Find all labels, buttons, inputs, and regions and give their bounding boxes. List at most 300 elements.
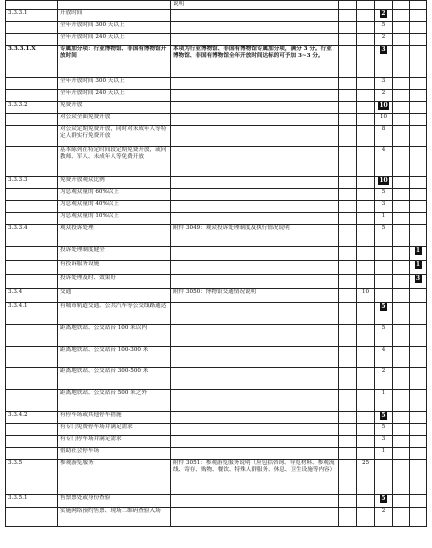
cell-c [375, 390, 393, 412]
cell-e [410, 368, 427, 390]
table-row [6, 46, 427, 78]
cell-d [393, 102, 410, 114]
cell-d [393, 22, 410, 34]
cell-item [58, 114, 171, 126]
cell-c [375, 289, 393, 303]
cell-note [171, 508, 339, 527]
table-row [6, 325, 427, 347]
cell-d [393, 261, 410, 275]
cell-b [357, 201, 375, 213]
cell-c [375, 424, 393, 436]
cell-a [339, 390, 357, 412]
table-row [6, 34, 427, 46]
cell-b [357, 78, 375, 90]
cell-code [6, 508, 58, 527]
cell-c [375, 448, 393, 460]
table-row [6, 289, 427, 303]
cell-e [410, 46, 427, 78]
cell-d [393, 201, 410, 213]
cell-text: 8 [381, 126, 386, 132]
cell-item [58, 448, 171, 460]
cell-c [375, 225, 393, 247]
cell-c [375, 189, 393, 201]
cell-c [375, 126, 393, 147]
cell-code [6, 460, 58, 495]
cell-a [339, 78, 357, 90]
cell-e [410, 436, 427, 448]
cell-a [339, 126, 357, 147]
cell-a [339, 508, 357, 527]
cell-note [171, 90, 339, 102]
cell-d [393, 347, 410, 368]
cell-note [171, 460, 339, 495]
cell-b [357, 325, 375, 347]
cell-item [58, 368, 171, 390]
score-mark: 3 [415, 275, 421, 282]
cell-text: 实施网络预约售票、现场二维码查验入场 [60, 508, 161, 514]
cell-d [393, 34, 410, 46]
cell-code [6, 368, 58, 390]
cell-d [393, 213, 410, 225]
cell-a [339, 325, 357, 347]
cell-item [58, 325, 171, 347]
cell-text: 5 [381, 22, 386, 28]
table-row [6, 448, 427, 460]
cell-c [375, 114, 393, 126]
cell-code [6, 189, 58, 201]
cell-item [58, 289, 171, 303]
cell-note [171, 22, 339, 34]
cell-item [58, 275, 171, 289]
cell-e [410, 201, 427, 213]
cell-text: 3.3.3.4 [8, 225, 28, 231]
table-row [6, 303, 427, 325]
table-row [6, 126, 427, 147]
cell-text: 距离地铁站、公交站台 100-300 米 [60, 347, 149, 353]
cell-code [6, 225, 58, 247]
cell-b [357, 114, 375, 126]
cell-d [393, 147, 410, 177]
score-mark: 2 [381, 10, 386, 17]
cell-item [58, 412, 171, 424]
cell-text: 交通 [60, 289, 72, 295]
cell-text: 有专门停车场并满足需求 [60, 436, 122, 442]
cell-code [6, 275, 58, 289]
cell-item [58, 303, 171, 325]
cell-e [410, 90, 427, 102]
score-mark: 10 [379, 177, 388, 184]
cell-text: 有城市轨道交通、公共汽车等公交线路通达 [60, 303, 167, 309]
cell-c [375, 347, 393, 368]
cell-text: 本项为行业博物馆、非国有博物馆专属加分项，满分 3 分。行业博物馆、非国有博物馆全年开放时间达标的可予加 3~3 分。 [173, 46, 332, 59]
cell-c [375, 90, 393, 102]
cell-b [357, 102, 375, 114]
cell-text: 距离地铁站、公交站台 300-500 米 [60, 368, 149, 374]
cell-code [6, 325, 58, 347]
cell-b [357, 303, 375, 325]
cell-a [339, 289, 357, 303]
cell-note [171, 412, 339, 424]
score-mark: 1 [415, 261, 421, 268]
cell-a [339, 368, 357, 390]
table-row [6, 275, 427, 289]
cell-a [339, 213, 357, 225]
table-row [6, 10, 427, 22]
cell-item [58, 508, 171, 527]
table-row [6, 460, 427, 495]
cell-note [171, 102, 339, 114]
table-row [6, 424, 427, 436]
cell-note [171, 247, 339, 261]
cell-c [375, 247, 393, 261]
cell-text: 5 [381, 189, 386, 195]
cell-note [171, 275, 339, 289]
cell-c [375, 460, 393, 495]
cell-e [410, 412, 427, 424]
cell-note [171, 436, 339, 448]
cell-c [375, 201, 393, 213]
cell-code [6, 177, 58, 189]
cell-item [58, 213, 171, 225]
cell-item [58, 495, 171, 508]
cell-note [171, 261, 339, 275]
cell-b [357, 460, 375, 495]
cell-item [58, 126, 171, 147]
cell-c [375, 78, 393, 90]
cell-c [375, 1, 393, 10]
cell-e [410, 78, 427, 90]
cell-e [410, 102, 427, 114]
cell-code [6, 347, 58, 368]
cell-text: 全年开放时间 240 天以上 [60, 90, 125, 96]
cell-d [393, 289, 410, 303]
cell-a [339, 424, 357, 436]
cell-note [171, 325, 339, 347]
table-row [6, 390, 427, 412]
table-row [6, 436, 427, 448]
score-mark: 5 [381, 303, 386, 310]
cell-code [6, 34, 58, 46]
cell-b [357, 368, 375, 390]
cell-note [171, 390, 339, 412]
cell-c [375, 275, 393, 289]
cell-text: 3.3.3.1.X [8, 46, 36, 52]
cell-code [6, 412, 58, 424]
cell-text: 3.3.4 [8, 289, 23, 295]
cell-text: 1 [381, 390, 386, 396]
cell-a [339, 1, 357, 10]
cell-text: 3.3.4.2 [8, 412, 28, 418]
cell-text: 免费开放观众比例 [60, 177, 105, 183]
cell-code [6, 78, 58, 90]
cell-item [58, 34, 171, 46]
cell-text: 免费开放 [60, 102, 83, 108]
cell-c [375, 46, 393, 78]
cell-note [171, 1, 339, 10]
cell-item [58, 90, 171, 102]
cell-d [393, 90, 410, 102]
cell-b [357, 508, 375, 527]
cell-text: 有停车场或其他停车措施 [60, 412, 122, 418]
table-row [6, 177, 427, 189]
cell-c [375, 147, 393, 177]
cell-d [393, 247, 410, 261]
cell-e [410, 448, 427, 460]
cell-code [6, 90, 58, 102]
score-mark: 5 [381, 412, 386, 419]
cell-code [6, 213, 58, 225]
cell-a [339, 46, 357, 78]
cell-b [357, 412, 375, 424]
cell-a [339, 247, 357, 261]
cell-b [357, 177, 375, 189]
cell-a [339, 412, 357, 424]
cell-text: 为总观众量的 40%以上 [60, 201, 119, 207]
cell-note [171, 114, 339, 126]
cell-a [339, 34, 357, 46]
cell-d [393, 368, 410, 390]
cell-d [393, 78, 410, 90]
cell-b [357, 247, 375, 261]
cell-note [171, 289, 339, 303]
cell-text: 投诉处理及时、效果好 [60, 275, 116, 281]
cell-text: 10 [361, 289, 370, 295]
scoring-table [5, 0, 427, 527]
cell-item [58, 22, 171, 34]
table-row [6, 213, 427, 225]
cell-code [6, 261, 58, 275]
cell-text: 3 [381, 436, 386, 442]
table-body [6, 1, 427, 527]
cell-text: 全年开放时间 300 天以上 [60, 78, 125, 84]
cell-c [375, 102, 393, 114]
table-row [6, 1, 427, 10]
cell-e [410, 147, 427, 177]
cell-c [375, 22, 393, 34]
cell-a [339, 436, 357, 448]
table-row [6, 261, 427, 275]
cell-item [58, 78, 171, 90]
table-row [6, 368, 427, 390]
cell-b [357, 225, 375, 247]
cell-c [375, 213, 393, 225]
cell-text: 对公众定期免费开放，同时对未成年人等特定人群实行免费开放 [60, 126, 167, 139]
cell-d [393, 508, 410, 527]
cell-c [375, 436, 393, 448]
cell-b [357, 10, 375, 22]
cell-note [171, 10, 339, 22]
cell-code [6, 10, 58, 22]
table-row [6, 247, 427, 261]
cell-text: 附件 3050：博物馆交通情况说明 [173, 289, 257, 295]
cell-b [357, 436, 375, 448]
cell-e [410, 22, 427, 34]
cell-e [410, 289, 427, 303]
cell-note [171, 78, 339, 90]
cell-note [171, 303, 339, 325]
cell-a [339, 114, 357, 126]
cell-d [393, 390, 410, 412]
cell-e [410, 225, 427, 247]
cell-code [6, 436, 58, 448]
cell-a [339, 225, 357, 247]
cell-d [393, 275, 410, 289]
cell-text: 2 [381, 508, 386, 514]
cell-c [375, 261, 393, 275]
cell-d [393, 436, 410, 448]
cell-code [6, 102, 58, 114]
cell-b [357, 1, 375, 10]
cell-item [58, 102, 171, 114]
cell-a [339, 495, 357, 508]
cell-d [393, 189, 410, 201]
table-row [6, 508, 427, 527]
cell-text: 附件 3051：参观游览服务说明（应包括咨询、导览材料、参观流线、寄存、购物、餐饮、特殊人群服务、休息、卫生设施等内容） [173, 460, 336, 473]
cell-e [410, 213, 427, 225]
cell-code [6, 424, 58, 436]
cell-note [171, 177, 339, 189]
cell-text: 1 [381, 213, 386, 219]
cell-note [171, 424, 339, 436]
cell-text: 5 [381, 325, 386, 331]
cell-item [58, 347, 171, 368]
score-mark: 10 [379, 102, 388, 109]
cell-text: 3.3.3.3 [8, 177, 28, 183]
cell-note [171, 46, 339, 78]
cell-text: 为总观众量的 10%以上 [60, 213, 119, 219]
cell-note [171, 495, 339, 508]
cell-c [375, 10, 393, 22]
cell-code [6, 448, 58, 460]
cell-note [171, 34, 339, 46]
cell-item [58, 1, 171, 10]
cell-e [410, 325, 427, 347]
cell-d [393, 225, 410, 247]
cell-a [339, 90, 357, 102]
cell-d [393, 448, 410, 460]
cell-b [357, 261, 375, 275]
table-row [6, 201, 427, 213]
table-row [6, 225, 427, 247]
cell-text: 距离地铁站、公交站台 100 米以内 [60, 325, 147, 331]
cell-b [357, 90, 375, 102]
cell-c [375, 508, 393, 527]
cell-note [171, 368, 339, 390]
cell-e [410, 10, 427, 22]
cell-e [410, 261, 427, 275]
cell-d [393, 412, 410, 424]
cell-a [339, 303, 357, 325]
cell-text: 观众投诉处理 [60, 225, 94, 231]
cell-code [6, 1, 58, 10]
cell-b [357, 189, 375, 201]
cell-d [393, 10, 410, 22]
cell-d [393, 495, 410, 508]
cell-b [357, 347, 375, 368]
cell-text: 有专门免费停车场并满足需求 [60, 424, 133, 430]
cell-code [6, 46, 58, 78]
table-row [6, 22, 427, 34]
cell-b [357, 147, 375, 177]
cell-text: 2 [381, 368, 386, 374]
cell-item [58, 247, 171, 261]
cell-a [339, 201, 357, 213]
cell-text: 3.3.3.1 [8, 10, 28, 16]
cell-note [171, 201, 339, 213]
cell-e [410, 347, 427, 368]
cell-note [171, 147, 339, 177]
cell-text: 专属加分项：行业博物馆、非国有博物馆开放时间 [60, 46, 167, 59]
cell-code [6, 289, 58, 303]
cell-b [357, 275, 375, 289]
cell-code [6, 22, 58, 34]
cell-item [58, 225, 171, 247]
cell-text: 10 [379, 114, 388, 120]
cell-note [171, 225, 339, 247]
cell-text: 距离地铁站、公交站台 500 米之外 [60, 390, 147, 396]
cell-a [339, 177, 357, 189]
cell-e [410, 390, 427, 412]
cell-e [410, 275, 427, 289]
cell-c [375, 495, 393, 508]
cell-c [375, 303, 393, 325]
cell-a [339, 275, 357, 289]
cell-text: 参观游览服务 [60, 460, 94, 466]
cell-d [393, 46, 410, 78]
cell-d [393, 325, 410, 347]
cell-text: 全年开放时间 300 天以上 [60, 22, 125, 28]
cell-b [357, 126, 375, 147]
cell-b [357, 495, 375, 508]
cell-text: 2 [381, 34, 386, 40]
cell-item [58, 189, 171, 201]
cell-note [171, 448, 339, 460]
cell-e [410, 247, 427, 261]
cell-item [58, 46, 171, 78]
table-row [6, 78, 427, 90]
cell-text: 为总观众量的 60%以上 [60, 189, 119, 195]
score-mark: 1 [415, 247, 421, 254]
cell-text: 3.3.5 [8, 460, 23, 466]
cell-text: 1 [381, 448, 386, 454]
cell-e [410, 126, 427, 147]
cell-text: 5 [381, 424, 386, 430]
cell-c [375, 325, 393, 347]
cell-code [6, 201, 58, 213]
cell-item [58, 261, 171, 275]
cell-note [171, 213, 339, 225]
cell-e [410, 508, 427, 527]
cell-item [58, 10, 171, 22]
cell-e [410, 1, 427, 10]
cell-d [393, 424, 410, 436]
table-row [6, 114, 427, 126]
cell-a [339, 460, 357, 495]
cell-a [339, 261, 357, 275]
cell-code [6, 247, 58, 261]
cell-text: 借助社会停车场 [60, 448, 100, 454]
cell-e [410, 34, 427, 46]
cell-c [375, 368, 393, 390]
cell-code [6, 114, 58, 126]
cell-text: 售票票处或身份查验 [60, 495, 111, 501]
cell-text: 4 [381, 347, 386, 353]
cell-c [375, 34, 393, 46]
cell-b [357, 390, 375, 412]
table-row [6, 495, 427, 508]
cell-b [357, 22, 375, 34]
cell-b [357, 289, 375, 303]
